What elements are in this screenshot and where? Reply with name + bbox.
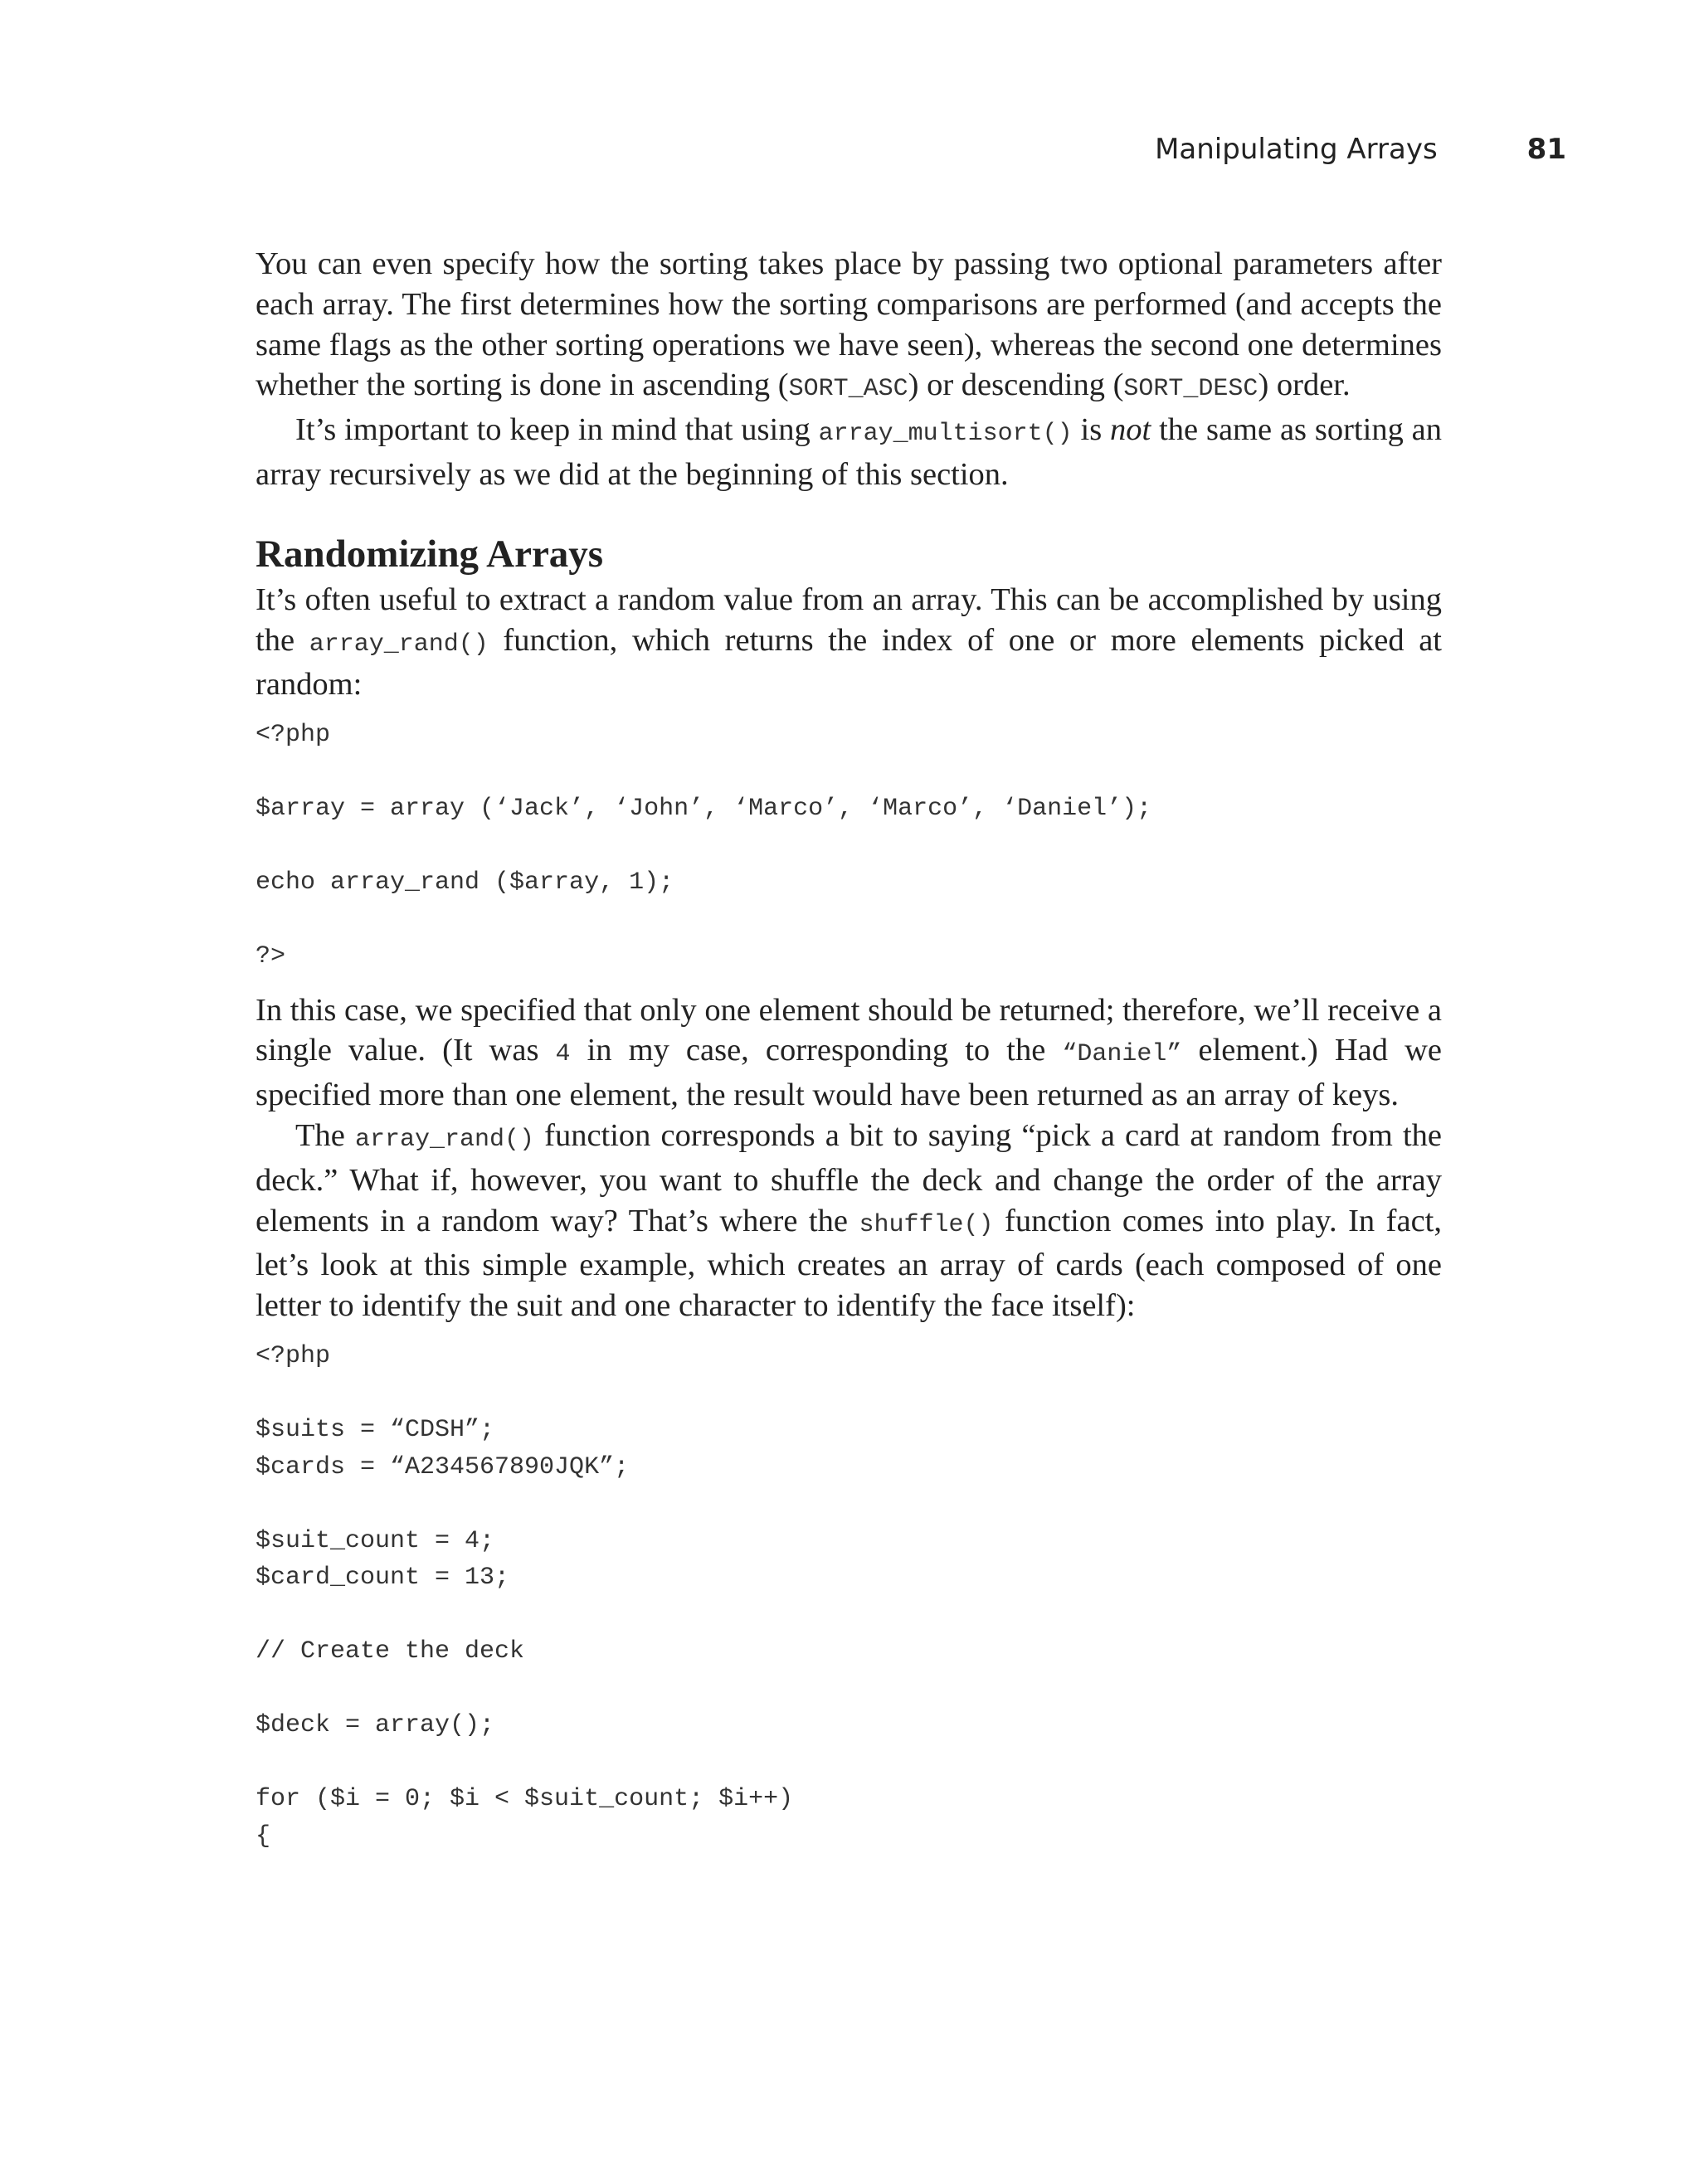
inline-code: “Daniel” xyxy=(1062,1040,1182,1069)
page-number: 81 xyxy=(1526,133,1566,166)
inline-code: shuffle() xyxy=(859,1210,994,1239)
paragraph-shuffle-intro: The array_rand() function corresponds a bit to saying “pick a card at random from the deck.” What if, however, you want to shuffle the deck and change the order of the array elements in a random way? That’s where the shuffle() function comes into play. In fact, let’s look at this simple example, which creates an array of cards (each composed of one letter to identify the suit and one character to identify the face itself): xyxy=(256,1118,1443,1324)
section-heading: Randomizing Arrays xyxy=(256,532,604,576)
code-block-deck: <?php $suits = “CDSH”; $cards = “A234567890JQK”; $suit_count = 4; $card_count = 13; // Create the deck $deck = array(); for ($i = 0; $i < $suit_count; $i++) { xyxy=(256,1342,794,1851)
section-title: Manipulating Arrays xyxy=(1155,133,1438,166)
paragraph-sort-parameters: You can even specify how the sorting takes place by passing two optional parameters after each array. The first determines how the sorting comparisons are performed (and accepts the same flags as the other sorting operations we have seen), whereas the second one determines whether the sorting is done in ascending (SORT_ASC) or descending (SORT_DESC) order. xyxy=(256,246,1442,404)
paragraph-multisort-note: It’s important to keep in mind that using array_multisort() is not the same as sorting an array recursively as we did at the beginning of this section. xyxy=(256,412,1443,492)
emphasis: not xyxy=(1110,412,1151,448)
inline-code: array_rand() xyxy=(354,1126,535,1155)
inline-code: array_rand() xyxy=(309,630,489,659)
inline-code: SORT_DESC xyxy=(1123,375,1258,404)
paragraph-array-rand-intro: It’s often useful to extract a random value from an array. This can be accomplished by using the array_rand() function, which returns the index of one or more elements picked at random: xyxy=(256,581,1442,703)
page-body xyxy=(256,244,1442,1870)
running-header xyxy=(1155,133,1566,166)
paragraph-array-rand-result: In this case, we specified that only one element should be returned; therefore, we’ll receive a single value. (It was 4 in my case, corresponding to the “Daniel” element.) Had we specified more than one element, the result would have been returned as an array of keys. xyxy=(256,992,1442,1113)
inline-code: array_multisort() xyxy=(818,420,1073,449)
code-block-array-rand: <?php $array = array (‘Jack’, ‘John’, ‘Marco’, ‘Marco’, ‘Daniel’); echo array_rand ($array, 1); ?> xyxy=(256,721,1152,971)
inline-code: 4 xyxy=(555,1040,571,1069)
inline-code: SORT_ASC xyxy=(788,375,908,404)
